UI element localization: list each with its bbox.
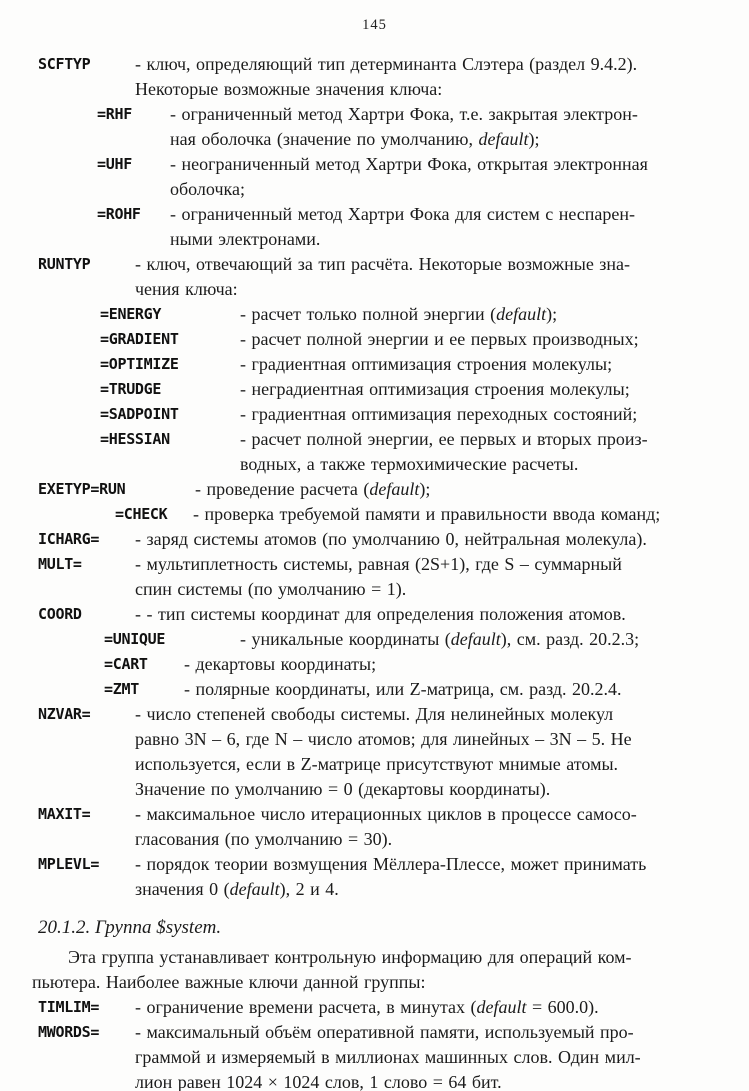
section-heading: 20.1.2. Группа $system. — [38, 917, 222, 938]
definition-optimize: - градиентная оптимизация строения молекулы; — [240, 354, 613, 374]
keyword-runtyp: RUNTYP — [38, 255, 91, 273]
entry-rhf — [0, 102, 749, 152]
entry-trudge — [0, 377, 749, 402]
entry-gradient — [0, 327, 749, 352]
keyword-check: =CHECK — [115, 505, 168, 523]
entry-optimize — [0, 352, 749, 377]
keyword-timlim: TIMLIM= — [38, 998, 100, 1016]
entry-unique — [0, 627, 749, 652]
entry-checkkey — [0, 502, 749, 527]
definition-coord: - - тип системы координат для определения положения атомов. — [135, 604, 626, 624]
keyword-cart: =CART — [104, 655, 148, 673]
entry-energy — [0, 302, 749, 327]
keyword-mplevl: MPLEVL= — [38, 855, 100, 873]
keyword-trudge: =TRUDGE — [100, 380, 162, 398]
keyword-mwords: MWORDS= — [38, 1023, 100, 1041]
entry-hessian — [0, 427, 749, 477]
page-number: 145 — [362, 17, 387, 33]
definition-maxit: - максимальное число итерационных циклов в процессе самосо- гласования (по умолчанию = 30). — [135, 804, 637, 849]
page-body — [0, 38, 749, 1091]
keyword-exetyp: EXETYP=RUN — [38, 480, 126, 498]
entry-timlim — [0, 995, 749, 1020]
entry-rohf — [0, 202, 749, 252]
entry-maxit — [0, 802, 749, 852]
definition-runtyp: - ключ, отвечающий за тип расчёта. Некоторые возможные зна- чения ключа: — [135, 254, 631, 299]
definition-sadpoint: - градиентная оптимизация переходных состояний; — [240, 404, 638, 424]
definition-unique: - уникальные координаты (default), см. разд. 20.2.3; — [240, 629, 640, 649]
definition-exetyp: - проведение расчета (default); — [195, 479, 431, 499]
entry-scftyp — [0, 52, 749, 102]
definition-cart: - декартовы координаты; — [184, 654, 377, 674]
keyword-energy: =ENERGY — [100, 305, 162, 323]
entry-coord — [0, 602, 749, 627]
definition-scftyp: - ключ, определяющий тип детерминанта Слэтера (раздел 9.4.2). Некоторые возможные значения ключа: — [135, 54, 638, 99]
keyword-unique: =UNIQUE — [104, 630, 166, 648]
keyword-rhf: =RHF — [97, 105, 132, 123]
keyword-sadpoint: =SADPOINT — [100, 405, 179, 423]
keyword-scftyp: SCFTYP — [38, 55, 91, 73]
entry-mwords — [0, 1020, 749, 1091]
entry-exetyp — [0, 477, 749, 502]
definition-check: - проверка требуемой памяти и правильности ввода команд; — [193, 504, 661, 524]
keyword-icharg: ICHARG= — [38, 530, 100, 548]
keyword-hessian: =HESSIAN — [100, 430, 170, 448]
entry-mult — [0, 552, 749, 602]
keyword-gradient: =GRADIENT — [100, 330, 179, 348]
definition-rohf: - ограниченный метод Хартри Фока для систем с неспарен- ными электронами. — [170, 204, 636, 249]
definition-hessian: - расчет полной энергии, ее первых и вторых произ- водных, а также термохимические расчеты. — [240, 429, 648, 474]
definition-nzvar: - число степеней свободы системы. Для нелинейных молекул равно 3N – 6, где N – число атомов; для линейных – 3N – 5. Не используется, если в Z-матрице присутствуют мнимые атомы. Значение по умолчанию = 0 (декартовы координаты). — [135, 704, 632, 799]
entry-sadpoint — [0, 402, 749, 427]
entry-mplevl — [0, 852, 749, 902]
entry-cart — [0, 652, 749, 677]
definition-gradient: - расчет полной энергии и ее первых производных; — [240, 329, 639, 349]
keyword-coord: COORD — [38, 605, 82, 623]
keyword-maxit: MAXIT= — [38, 805, 91, 823]
keyword-mult: MULT= — [38, 555, 82, 573]
entry-uhf — [0, 152, 749, 202]
section-intro: Эта группа устанавливает контрольную информацию для операций ком- пьютера. Наиболее важные ключи данной группы: — [32, 947, 632, 992]
entry-nzvar — [0, 702, 749, 802]
keyword-uhf: =UHF — [97, 155, 132, 173]
keyword-optimize: =OPTIMIZE — [100, 355, 179, 373]
keyword-nzvar: NZVAR= — [38, 705, 91, 723]
definition-rhf: - ограниченный метод Хартри Фока, т.е. закрытая электрон- ная оболочка (значение по умолчанию, default); — [170, 104, 638, 149]
definition-trudge: - неградиентная оптимизация строения молекулы; — [240, 379, 630, 399]
definition-icharg: - заряд системы атомов (по умолчанию 0, нейтральная молекула). — [135, 529, 647, 549]
definition-mwords: - максимальный объём оперативной памяти, используемый про- граммой и измеряемый в миллионах машинных слов. Один мил- лион равен 1024 × 1024 слов, 1 слово = 64 бит. — [135, 1022, 641, 1091]
definition-timlim: - ограничение времени расчета, в минутах (default = 600.0). — [135, 997, 599, 1017]
entry-icharg — [0, 527, 749, 552]
definition-mplevl: - порядок теории возмущения Мёллера-Плессе, может принимать значения 0 (default), 2 и 4. — [135, 854, 647, 899]
keyword-rohf: =ROHF — [97, 205, 141, 223]
definition-uhf: - неограниченный метод Хартри Фока, открытая электронная оболочка; — [170, 154, 648, 199]
entry-zmt — [0, 677, 749, 702]
definition-zmt: - полярные координаты, или Z-матрица, см. разд. 20.2.4. — [184, 679, 622, 699]
definition-mult: - мультиплетность системы, равная (2S+1), где S – суммарный спин системы (по умолчанию = 1). — [135, 554, 622, 599]
entry-runtyp — [0, 252, 749, 302]
keyword-zmt: =ZMT — [104, 680, 139, 698]
definition-energy: - расчет только полной энергии (default); — [240, 304, 558, 324]
